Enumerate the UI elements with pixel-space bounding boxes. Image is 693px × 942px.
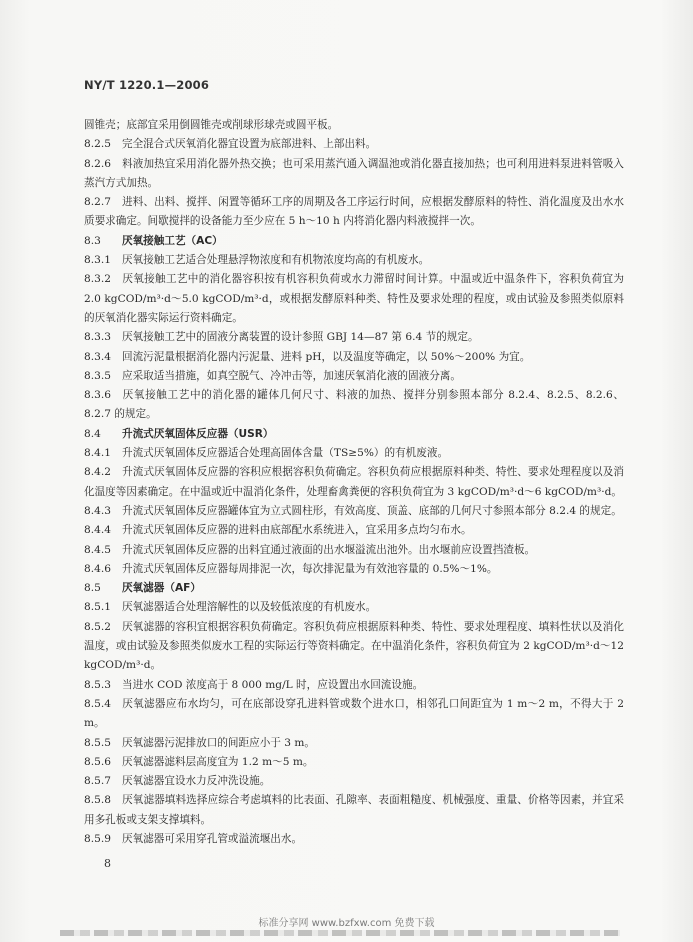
clause-text: 升流式厌氧固体反应器的进料由底部配水系统进入，宜采用多点均匀布水。 xyxy=(122,524,472,537)
clause-paragraph xyxy=(84,444,624,463)
clause-text: 厌氧滤器污泥排放口的间距应小于 3 m。 xyxy=(122,736,316,749)
clause-paragraph xyxy=(84,830,624,849)
clause-paragraph xyxy=(84,676,624,695)
clause-paragraph xyxy=(84,695,624,734)
clause-number: 8.3.4 xyxy=(84,350,111,363)
clause-number: 8.5.3 xyxy=(84,678,111,691)
clause-number: 8.3.6 xyxy=(84,389,111,402)
clause-number: 8.2.7 xyxy=(84,196,111,209)
scan-footer-strip xyxy=(60,930,620,936)
clause-number: 8.4.3 xyxy=(84,504,111,517)
clause-text: 升流式厌氧固体反应器适合处理高固体含量（TS≥5%）的有机废液。 xyxy=(122,447,449,460)
clause-text: 当进水 COD 浓度高于 8 000 mg/L 时，应设置出水回流设施。 xyxy=(122,678,424,691)
clause-number: 8.5.7 xyxy=(84,775,111,788)
clause-number: 8.4.4 xyxy=(84,524,111,537)
clause-text: 应采取适当措施，如真空脱气、冷冲击等，加速厌氧消化液的固液分离。 xyxy=(122,369,461,382)
clause-number: 8.3.5 xyxy=(84,369,111,382)
clause-text: 厌氧滤器（AF） xyxy=(122,582,201,595)
clause-text: 升流式厌氧固体反应器罐体宜为立式圆柱形，有效高度、顶盖、底部的几何尺寸参照本部分 8.2.4 的规定。 xyxy=(122,504,622,517)
clause-paragraph xyxy=(84,386,624,425)
clause-number: 8.5.2 xyxy=(84,620,111,633)
clause-number: 8.3.3 xyxy=(84,331,111,344)
clause-text: 厌氧滤器填料选择应综合考虑填料的比表面、孔隙率、表面粗糙度、机械强度、重量、价格等因素，并宜采用多孔板或支架支撑填料。 xyxy=(84,794,624,826)
clause-paragraph xyxy=(84,116,624,135)
clause-paragraph xyxy=(84,598,624,617)
watermark-footer: 标准分享网 www.bzfxw.com 免费下载 xyxy=(258,918,435,929)
clause-text: 厌氧接触工艺中的固液分离装置的设计参照 GBJ 14—87 第 6.4 节的规定。 xyxy=(122,331,479,344)
clause-number: 8.4 xyxy=(84,427,101,440)
clause-text: 料液加热宜采用消化器外热交换；也可采用蒸汽通入调温池或消化器直接加热；也可利用进料泵进料管吸入蒸汽方式加热。 xyxy=(84,157,624,189)
clause-text: 圆锥壳；底部宜采用倒圆锥壳或削球形球壳或圆平板。 xyxy=(84,119,339,131)
clause-text: 回流污泥量根据消化器内污泥量、进料 pH，以及温度等确定，以 50%～200% 为宜。 xyxy=(122,350,531,363)
clause-text: 完全混合式厌氧消化器宜设置为底部进料、上部出料。 xyxy=(122,138,377,151)
clause-number: 8.5.5 xyxy=(84,736,111,749)
clause-number: 8.2.6 xyxy=(84,157,111,170)
clause-paragraph xyxy=(84,135,624,154)
clause-number: 8.3.2 xyxy=(84,273,111,286)
clause-number: 8.5 xyxy=(84,582,101,595)
clause-text: 升流式厌氧固体反应器每周排泥一次，每次排泥量为有效池容量的 0.5%～1%。 xyxy=(122,562,498,575)
clause-number: 8.3.1 xyxy=(84,254,111,267)
clause-text: 厌氧滤器滤料层高度宜为 1.2 m～5 m。 xyxy=(122,755,314,768)
section-heading xyxy=(84,579,624,598)
clause-paragraph xyxy=(84,155,624,194)
clause-number: 8.5.4 xyxy=(84,697,111,710)
clause-text: 厌氧滤器的容积宜根据容积负荷确定。容积负荷应根据原料种类、特性、要求处理程度、填料性状以及消化温度，或由试验及参照类似废水工程的实际运行等资料确定。在中温消化条件，容积负荷宜为 2 kgCOD/m³·d～12 kgCOD/m³·d。 xyxy=(84,620,624,672)
clause-paragraph xyxy=(84,502,624,521)
clause-text: 厌氧接触工艺（AC） xyxy=(122,234,223,247)
clause-text: 升流式厌氧固体反应器（USR） xyxy=(122,427,274,440)
clause-paragraph xyxy=(84,618,624,676)
clause-text: 厌氧滤器适合处理溶解性的以及较低浓度的有机废水。 xyxy=(122,601,377,614)
clause-number: 8.4.1 xyxy=(84,447,111,460)
clause-number: 8.5.6 xyxy=(84,755,111,768)
clause-paragraph xyxy=(84,270,624,328)
clause-paragraph xyxy=(84,328,624,347)
clause-text: 厌氧接触工艺适合处理悬浮物浓度和有机物浓度均高的有机废水。 xyxy=(122,254,430,267)
page-number: 8 xyxy=(104,857,111,870)
document-body xyxy=(84,116,624,849)
clause-number: 8.2.5 xyxy=(84,138,111,151)
clause-paragraph xyxy=(84,521,624,540)
clause-number: 8.3 xyxy=(84,234,101,247)
clause-number: 8.5.8 xyxy=(84,794,111,807)
clause-paragraph xyxy=(84,734,624,753)
section-heading xyxy=(84,232,624,251)
clause-paragraph xyxy=(84,348,624,367)
clause-paragraph xyxy=(84,367,624,386)
section-heading xyxy=(84,425,624,444)
clause-paragraph xyxy=(84,791,624,830)
clause-text: 进料、出料、搅拌、闲置等循环工序的周期及各工序运行时间，应根据发酵原料的特性、消化温度及出水水质要求确定。间歇搅拌的设备能力至少应在 5 h～10 h 内将消化器内料液搅拌一次。 xyxy=(84,196,624,228)
clause-number: 8.5.1 xyxy=(84,601,111,614)
clause-paragraph xyxy=(84,251,624,270)
clause-text: 厌氧滤器应布水均匀，可在底部设穿孔进料管或数个进水口，相邻孔口间距宜为 1 m～2 m，不得大于 2 m。 xyxy=(84,697,624,730)
clause-number: 8.5.9 xyxy=(84,832,111,845)
clause-number: 8.4.2 xyxy=(84,466,111,479)
clause-text: 升流式厌氧固体反应器的容积应根据容积负荷确定。容积负荷应根据原料种类、特性、要求处理程度以及消化温度等因素确定。在中温或近中温消化条件，处理畜禽粪便的容积负荷宜为 3 kgCOD/m³·d～6 kgCOD/m³·d。 xyxy=(84,466,624,498)
clause-text: 厌氧滤器宜设水力反冲洗设施。 xyxy=(122,775,271,788)
clause-paragraph xyxy=(84,541,624,560)
clause-paragraph xyxy=(84,463,624,502)
clause-text: 厌氧滤器可采用穿孔管或溢流堰出水。 xyxy=(122,832,303,845)
clause-text: 升流式厌氧固体反应器的出料宜通过液面的出水堰溢流出池外。出水堰前应设置挡渣板。 xyxy=(122,543,536,556)
clause-paragraph xyxy=(84,772,624,791)
clause-paragraph xyxy=(84,753,624,772)
clause-paragraph xyxy=(84,193,624,232)
clause-text: 厌氧接触工艺中的消化器的罐体几何尺寸、料液的加热、搅拌分别参照本部分 8.2.4、8.2.5、8.2.6、8.2.7 的规定。 xyxy=(84,389,624,421)
clause-number: 8.4.5 xyxy=(84,543,111,556)
clause-text: 厌氧接触工艺中的消化器容积按有机容积负荷或水力滞留时间计算。中温或近中温条件下，容积负荷宜为 2.0 kgCOD/m³·d～5.0 kgCOD/m³·d，或根据发酵原料种类、特性及要求处理的程度，或由试验及参照类似原料的厌氧消化器实际运行资料确定。 xyxy=(84,273,624,324)
standard-header: NY/T 1220.1—2006 xyxy=(84,78,210,92)
clause-number: 8.4.6 xyxy=(84,562,111,575)
clause-paragraph xyxy=(84,560,624,579)
